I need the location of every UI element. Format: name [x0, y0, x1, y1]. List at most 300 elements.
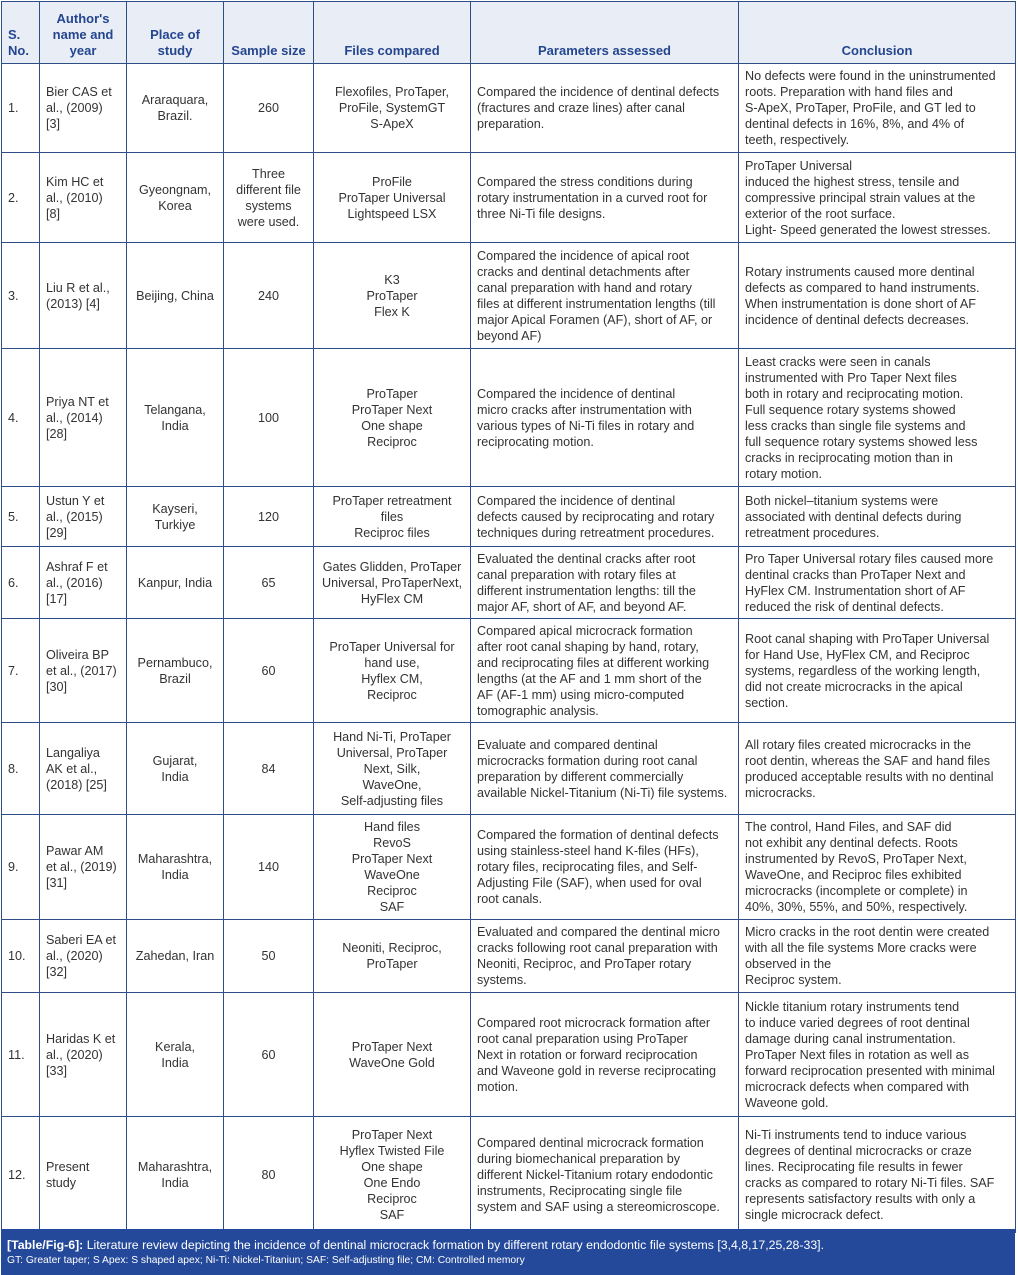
- cell-line: Pawar AM: [46, 844, 104, 858]
- cell-line: different instrumentation lengths: till the: [477, 583, 696, 598]
- cell-line: One shape: [361, 418, 423, 433]
- cell-line: associated with dentinal defects during: [745, 509, 962, 524]
- cell-line: microcracks formation during root canal: [477, 753, 698, 768]
- cell-parameters: [471, 349, 739, 487]
- cell-author: [40, 547, 127, 619]
- cell-line: Compared the incidence of apical root: [477, 248, 690, 263]
- cell-line: Saberi EA et: [46, 933, 117, 947]
- cell-line: reciprocating motion.: [477, 434, 594, 449]
- cell-line: ProTaper Next: [351, 852, 433, 866]
- cell-files-compared: [314, 64, 471, 153]
- cell-line: India: [161, 769, 189, 784]
- cell-line: ProTaper Next: [351, 1039, 433, 1054]
- cell-line: Evaluated and compared the dentinal micro: [477, 925, 720, 939]
- cell-place: [127, 153, 224, 243]
- cell-conclusion: [739, 64, 1016, 153]
- table-caption: [1, 1229, 1015, 1275]
- cell-line: major Apical Foramen (AF), short of AF, or: [477, 312, 713, 327]
- cell-place: [127, 243, 224, 349]
- cell-sample-size: [224, 64, 314, 153]
- cell-line: al., (2015): [46, 509, 103, 524]
- cell-line: WaveOne Gold: [349, 1055, 435, 1070]
- cell-line: beyond AF): [477, 328, 542, 343]
- cell-line: One shape: [361, 1159, 423, 1174]
- cell-line: damage during canal instrumentation.: [745, 1031, 956, 1046]
- cell-files-compared: [314, 815, 471, 920]
- cell-s-no: 7.: [2, 619, 40, 723]
- cell-line: Flexofiles, ProTaper,: [334, 85, 450, 99]
- cell-line: HyFlex CM. Instrumentation short of AF: [745, 583, 966, 598]
- cell-sample-size: [224, 815, 314, 920]
- cell-line: Gujarat,: [152, 753, 198, 768]
- cell-sample-size: [224, 153, 314, 243]
- header-conclusion: Conclusion: [739, 2, 1016, 64]
- cell-line: root canal preparation using ProTaper: [477, 1031, 688, 1046]
- cell-line: different Nickel-Titanium rotary endodontic: [477, 1167, 713, 1182]
- cell-line: Rotary instruments caused more dentinal: [745, 264, 975, 279]
- cell-line: al., (2016): [46, 575, 103, 590]
- cell-line: Langaliya: [46, 745, 100, 760]
- cell-line: Compared apical microcrack formation: [477, 623, 693, 638]
- cell-line: and Waveone gold in reverse reciprocating: [477, 1063, 716, 1078]
- cell-author: [40, 1117, 127, 1233]
- caption-text: Literature review depicting the incidence of dentinal microcrack formation by different rotary endodontic file systems [3,4,8,17,25,28-33].: [83, 1238, 824, 1252]
- cell-line: Flex K: [374, 304, 410, 319]
- cell-line: lengths (at the AF and 1 mm short of the: [477, 671, 702, 686]
- cell-place: [127, 1117, 224, 1233]
- caption-label: [Table/Fig-6]:: [7, 1238, 84, 1252]
- cell-line: Gates Glidden, ProTaper: [322, 559, 462, 574]
- table-body: [2, 64, 1016, 1233]
- cell-line: al., (2010): [46, 190, 103, 205]
- cell-line: ProTaper: [366, 288, 418, 303]
- cell-line: system and SAF using a stereomicroscope.: [477, 1199, 720, 1214]
- cell-line: incidence of dentinal defects decreases.: [745, 312, 970, 327]
- cell-line: files at different instrumentation lengths (till: [477, 296, 716, 311]
- cell-line: WaveOne: [364, 868, 420, 882]
- cell-line: different file: [236, 182, 301, 197]
- cell-conclusion: [739, 619, 1016, 723]
- cell-sample-size: [224, 487, 314, 547]
- cell-line: Reciproc: [367, 1191, 417, 1206]
- cell-conclusion: [739, 920, 1016, 993]
- table-row: [2, 920, 1016, 993]
- cell-line: WaveOne,: [362, 777, 422, 792]
- cell-line: dentinal cracks than ProTaper Next and: [745, 567, 966, 582]
- cell-line: Priya NT et: [46, 394, 109, 409]
- cell-line: HyFlex CM: [360, 591, 424, 606]
- cell-line: produced acceptable results with no dentinal: [745, 769, 994, 784]
- cell-line: Next, Silk,: [363, 761, 421, 776]
- table-row: [2, 153, 1016, 243]
- cell-line: Neoniti, Reciproc,: [342, 941, 442, 955]
- literature-review-table: [1, 1, 1016, 1233]
- cell-line: Micro cracks in the root dentin were created: [745, 925, 990, 939]
- cell-line: [33]: [46, 1063, 68, 1078]
- cell-line: ProTaper Universal: [745, 158, 853, 173]
- cell-conclusion: [739, 487, 1016, 547]
- cell-s-no: 12.: [2, 1117, 40, 1233]
- cell-line: RevoS: [373, 836, 411, 850]
- cell-line: rotary files, reciprocating files, and Self-: [477, 860, 698, 874]
- cell-line: 40%, 30%, 55%, and 50%, respectively.: [745, 900, 968, 914]
- cell-conclusion: [739, 1117, 1016, 1233]
- cell-line: ProTaper retreatment: [332, 493, 452, 508]
- cell-author: [40, 920, 127, 993]
- cell-line: three Ni-Ti file designs.: [477, 206, 606, 221]
- cell-line: instruments, Reciprocating single file: [477, 1183, 683, 1198]
- cell-line: during biomechanical preparation by: [477, 1151, 681, 1166]
- cell-line: retreatment procedures.: [745, 525, 880, 540]
- cell-line: [17]: [46, 591, 68, 606]
- cell-line: India: [161, 1055, 189, 1070]
- cell-line: cracks in reciprocating motion than in: [745, 450, 953, 465]
- cell-line: Waveone gold.: [745, 1095, 829, 1110]
- cell-line: Zahedan, Iran: [135, 949, 215, 963]
- cell-line: various types of Ni-Ti files in rotary and: [477, 418, 695, 433]
- cell-line: Oliveira BP: [46, 647, 109, 662]
- cell-line: Present: [46, 1159, 90, 1174]
- cell-line: (2013) [4]: [46, 296, 100, 311]
- cell-author: [40, 64, 127, 153]
- cell-parameters: [471, 993, 739, 1117]
- cell-line: defects as compared to hand instruments.: [745, 280, 980, 295]
- cell-files-compared: [314, 547, 471, 619]
- cell-line: systems: [245, 198, 292, 213]
- cell-sample-size: [224, 920, 314, 993]
- cell-line: 84: [261, 761, 276, 776]
- cell-line: [30]: [46, 679, 68, 694]
- cell-line: ProFile: [372, 174, 412, 189]
- cell-line: When instrumentation is done short of AF: [745, 296, 977, 311]
- cell-line: cracks and dentinal detachments after: [477, 264, 690, 279]
- cell-line: al., (2020): [46, 949, 103, 963]
- cell-line: Telangana,: [144, 402, 206, 417]
- cell-parameters: [471, 723, 739, 815]
- cell-line: et al., (2019): [46, 860, 117, 874]
- cell-line: Kim HC et: [46, 174, 104, 189]
- cell-place: [127, 547, 224, 619]
- cell-line: Haridas K et: [46, 1031, 116, 1046]
- cell-line: Universal, ProTaper: [336, 745, 448, 760]
- cell-line: [32]: [46, 965, 68, 979]
- cell-line: Compared the incidence of dentinal: [477, 386, 676, 401]
- cell-line: Korea: [158, 198, 192, 213]
- cell-files-compared: [314, 349, 471, 487]
- cell-place: [127, 487, 224, 547]
- cell-line: Bier CAS et: [46, 85, 112, 99]
- cell-line: motion.: [477, 1079, 519, 1094]
- cell-line: teeth, respectively.: [745, 133, 850, 147]
- header-place: Place of study: [127, 2, 224, 64]
- cell-parameters: [471, 547, 739, 619]
- cell-line: 60: [261, 663, 276, 678]
- cell-line: [28]: [46, 426, 68, 441]
- cell-line: Turkiye: [154, 517, 196, 532]
- cell-place: [127, 64, 224, 153]
- cell-sample-size: [224, 723, 314, 815]
- cell-line: AF (AF-1 mm) using micro-computed: [477, 687, 685, 702]
- cell-line: for Hand Use, HyFlex CM, and Reciproc: [745, 647, 970, 662]
- cell-line: SAF: [379, 900, 405, 914]
- cell-line: ProTaper: [366, 957, 418, 971]
- cell-author: [40, 815, 127, 920]
- cell-line: lines. Reciprocating file results in fewer: [745, 1159, 963, 1174]
- cell-line: rotary instrumentation in a curved root for: [477, 190, 708, 205]
- cell-conclusion: [739, 993, 1016, 1117]
- cell-line: India: [161, 418, 189, 433]
- cell-line: major AF, short of AF, and beyond AF.: [477, 599, 687, 614]
- cell-s-no: 4.: [2, 349, 40, 487]
- cell-line: Compared the stress conditions during: [477, 174, 693, 189]
- cell-line: Kanpur, India: [137, 575, 213, 590]
- cell-line: Adjusting File (SAF), when used for oval: [477, 876, 702, 890]
- cell-line: preparation by different commercially: [477, 769, 684, 784]
- cell-line: both in rotary and reciprocating motion.: [745, 386, 964, 401]
- cell-line: (fractures and craze lines) after canal: [477, 101, 685, 115]
- cell-line: Self-adjusting files: [340, 793, 444, 808]
- cell-line: [8]: [46, 206, 61, 221]
- cell-line: Compared root microcrack formation after: [477, 1015, 711, 1030]
- cell-line: roots. Preparation with hand files and: [745, 85, 953, 99]
- cell-s-no: 1.: [2, 64, 40, 153]
- cell-line: Pro Taper Universal rotary files caused more: [745, 551, 994, 566]
- cell-line: Reciproc files: [354, 525, 430, 540]
- cell-line: One Endo: [363, 1175, 421, 1190]
- table-row: [2, 723, 1016, 815]
- cell-sample-size: [224, 619, 314, 723]
- cell-sample-size: [224, 349, 314, 487]
- cell-line: et al., (2017): [46, 663, 117, 678]
- table-row: [2, 349, 1016, 487]
- cell-line: Reciproc: [367, 884, 417, 898]
- cell-line: using stainless-steel hand K-files (HFs),: [477, 844, 699, 858]
- cell-author: [40, 487, 127, 547]
- cell-files-compared: [314, 993, 471, 1117]
- cell-line: Ni-Ti instruments tend to induce various: [745, 1127, 967, 1142]
- cell-place: [127, 920, 224, 993]
- header-files-compared: Files compared: [314, 2, 471, 64]
- table-row: [2, 243, 1016, 349]
- cell-line: tomographic analysis.: [477, 703, 599, 718]
- cell-line: instrumented by RevoS, ProTaper Next,: [745, 852, 967, 866]
- header-parameters: Parameters assessed: [471, 2, 739, 64]
- table-row: [2, 619, 1016, 723]
- table-header-row: [2, 2, 1016, 64]
- table-row: [2, 993, 1016, 1117]
- cell-line: No defects were found in the uninstrumented: [745, 69, 996, 83]
- cell-line: hand use,: [364, 655, 420, 670]
- cell-line: Hyflex Twisted File: [339, 1143, 445, 1158]
- cell-line: al., (2014): [46, 410, 103, 425]
- cell-place: [127, 349, 224, 487]
- cell-sample-size: [224, 993, 314, 1117]
- cell-line: reduced the risk of dentinal defects.: [745, 599, 944, 614]
- cell-line: compressive principal strain values at the: [745, 190, 976, 205]
- cell-line: 65: [261, 575, 276, 590]
- cell-line: [3]: [46, 117, 61, 131]
- cell-line: exterior of the root surface.: [745, 206, 896, 221]
- cell-line: Araraquara,: [141, 93, 209, 107]
- cell-line: Reciproc system.: [745, 973, 842, 987]
- cell-line: Brazil: [159, 671, 191, 686]
- cell-line: Universal, ProTaperNext,: [322, 575, 462, 590]
- cell-line: AK et al.,: [46, 761, 98, 776]
- cell-line: The control, Hand Files, and SAF did: [745, 820, 952, 834]
- cell-line: 50: [261, 949, 276, 963]
- cell-line: degrees of dentinal microcracks or craze: [745, 1143, 972, 1158]
- cell-line: al., (2020): [46, 1047, 103, 1062]
- cell-line: Liu R et al.,: [46, 280, 110, 295]
- cell-place: [127, 993, 224, 1117]
- cell-place: [127, 723, 224, 815]
- cell-line: files: [380, 509, 404, 524]
- cell-author: [40, 619, 127, 723]
- cell-s-no: 3.: [2, 243, 40, 349]
- cell-author: [40, 349, 127, 487]
- cell-line: full sequence rotary systems showed less: [745, 434, 978, 449]
- cell-parameters: [471, 920, 739, 993]
- cell-line: Least cracks were seen in canals: [745, 354, 931, 369]
- cell-parameters: [471, 619, 739, 723]
- cell-files-compared: [314, 1117, 471, 1233]
- cell-line: Ustun Y et: [46, 493, 105, 508]
- cell-parameters: [471, 64, 739, 153]
- cell-line: India: [161, 1175, 189, 1190]
- cell-line: Lightspeed LSX: [347, 206, 437, 221]
- cell-place: [127, 619, 224, 723]
- cell-parameters: [471, 243, 739, 349]
- cell-line: Kayseri,: [152, 501, 198, 516]
- cell-files-compared: [314, 243, 471, 349]
- cell-line: induced the highest stress, tensile and: [745, 174, 960, 189]
- table-row: [2, 815, 1016, 920]
- table-row: [2, 1117, 1016, 1233]
- cell-line: Compared the incidence of dentinal: [477, 493, 676, 508]
- cell-line: (2018) [25]: [46, 777, 107, 792]
- cell-line: section.: [745, 695, 789, 710]
- cell-files-compared: [314, 487, 471, 547]
- cell-line: Next in rotation or forward reciprocation: [477, 1047, 698, 1062]
- cell-line: 120: [257, 509, 279, 524]
- cell-files-compared: [314, 723, 471, 815]
- cell-line: 100: [257, 410, 279, 425]
- cell-line: Maharashtra,: [137, 852, 213, 866]
- cell-s-no: 9.: [2, 815, 40, 920]
- cell-conclusion: [739, 547, 1016, 619]
- cell-line: instrumented with Pro Taper Next files: [745, 370, 957, 385]
- table-row: [2, 487, 1016, 547]
- cell-s-no: 10.: [2, 920, 40, 993]
- cell-line: ProTaper Universal for: [329, 639, 455, 654]
- cell-line: less cracks than single file systems and: [745, 418, 966, 433]
- cell-conclusion: [739, 243, 1016, 349]
- caption-abbreviations: GT: Greater taper; S Apex: S shaped apex; Ni-Ti: Nickel-Titaniun; SAF: Self-adjusting file; CM: Controlled memory: [7, 1255, 525, 1266]
- cell-line: Nickle titanium rotary instruments tend: [745, 999, 960, 1014]
- cell-line: Reciproc: [367, 434, 417, 449]
- cell-line: were used.: [237, 214, 300, 229]
- cell-line: Compared dentinal microcrack formation: [477, 1135, 704, 1150]
- cell-line: India: [161, 868, 189, 882]
- header-s-no: S. No.: [2, 2, 40, 64]
- cell-line: [31]: [46, 876, 68, 890]
- cell-line: 240: [257, 288, 279, 303]
- cell-sample-size: [224, 1117, 314, 1233]
- cell-files-compared: [314, 920, 471, 993]
- cell-parameters: [471, 487, 739, 547]
- cell-line: cracks as compared to rotary Ni-Ti files. SAF: [745, 1175, 995, 1190]
- cell-line: cracks following root canal preparation with: [477, 941, 718, 955]
- cell-line: ProFile, SystemGT: [338, 101, 446, 115]
- cell-line: canal preparation with hand and rotary: [477, 280, 692, 295]
- cell-line: Three: [252, 166, 285, 181]
- cell-parameters: [471, 1117, 739, 1233]
- cell-line: ProTaper: [366, 386, 418, 401]
- cell-line: single microcrack defect.: [745, 1207, 884, 1222]
- cell-line: 260: [257, 101, 279, 115]
- cell-conclusion: [739, 723, 1016, 815]
- cell-line: observed in the: [745, 957, 832, 971]
- cell-line: did not create microcracks in the apical: [745, 679, 963, 694]
- cell-line: Brazil.: [157, 109, 193, 123]
- cell-line: 60: [261, 1047, 276, 1062]
- cell-line: to induce varied degrees of root dentinal: [745, 1015, 970, 1030]
- cell-conclusion: [739, 153, 1016, 243]
- cell-line: canal preparation with rotary files at: [477, 567, 676, 582]
- cell-line: root canals.: [477, 892, 543, 906]
- cell-line: and reciprocating files at different working: [477, 655, 710, 670]
- cell-conclusion: [739, 349, 1016, 487]
- cell-line: Kerala,: [155, 1039, 195, 1054]
- cell-line: micro cracks after instrumentation with: [477, 402, 692, 417]
- cell-author: [40, 243, 127, 349]
- cell-line: ProTaper Next: [351, 402, 433, 417]
- cell-sample-size: [224, 547, 314, 619]
- cell-line: represents satisfactory results with only a: [745, 1191, 976, 1206]
- cell-line: al., (2009): [46, 101, 103, 115]
- cell-line: S-ApeX: [370, 117, 414, 131]
- cell-line: Reciproc: [367, 687, 417, 702]
- cell-line: Maharashtra,: [137, 1159, 213, 1174]
- cell-line: [29]: [46, 525, 68, 540]
- cell-author: [40, 723, 127, 815]
- cell-line: Root canal shaping with ProTaper Universal: [745, 631, 990, 646]
- cell-line: All rotary files created microcracks in the: [745, 737, 972, 752]
- cell-line: defects caused by reciprocating and rotary: [477, 509, 715, 524]
- cell-files-compared: [314, 153, 471, 243]
- cell-line: microcracks (incomplete or complete) in: [745, 884, 968, 898]
- cell-line: Both nickel–titanium systems were: [745, 493, 939, 508]
- cell-author: [40, 153, 127, 243]
- cell-line: microcracks.: [745, 785, 816, 800]
- cell-line: Beijing, China: [136, 288, 214, 303]
- cell-line: SAF: [379, 1207, 405, 1222]
- cell-line: systems.: [477, 973, 527, 987]
- cell-line: Evaluated the dentinal cracks after root: [477, 551, 696, 566]
- cell-s-no: 6.: [2, 547, 40, 619]
- cell-line: study: [46, 1175, 77, 1190]
- cell-files-compared: [314, 619, 471, 723]
- cell-line: Hand Ni-Ti, ProTaper: [333, 729, 451, 744]
- cell-conclusion: [739, 815, 1016, 920]
- table-row: [2, 547, 1016, 619]
- cell-s-no: 5.: [2, 487, 40, 547]
- cell-line: 140: [257, 860, 279, 874]
- cell-line: with all the file systems More cracks were: [745, 941, 977, 955]
- cell-line: after root canal shaping by hand, rotary,: [477, 639, 699, 654]
- cell-line: root dentin, whereas the SAF and hand files: [745, 753, 991, 768]
- cell-line: Compared the formation of dentinal defects: [477, 828, 719, 842]
